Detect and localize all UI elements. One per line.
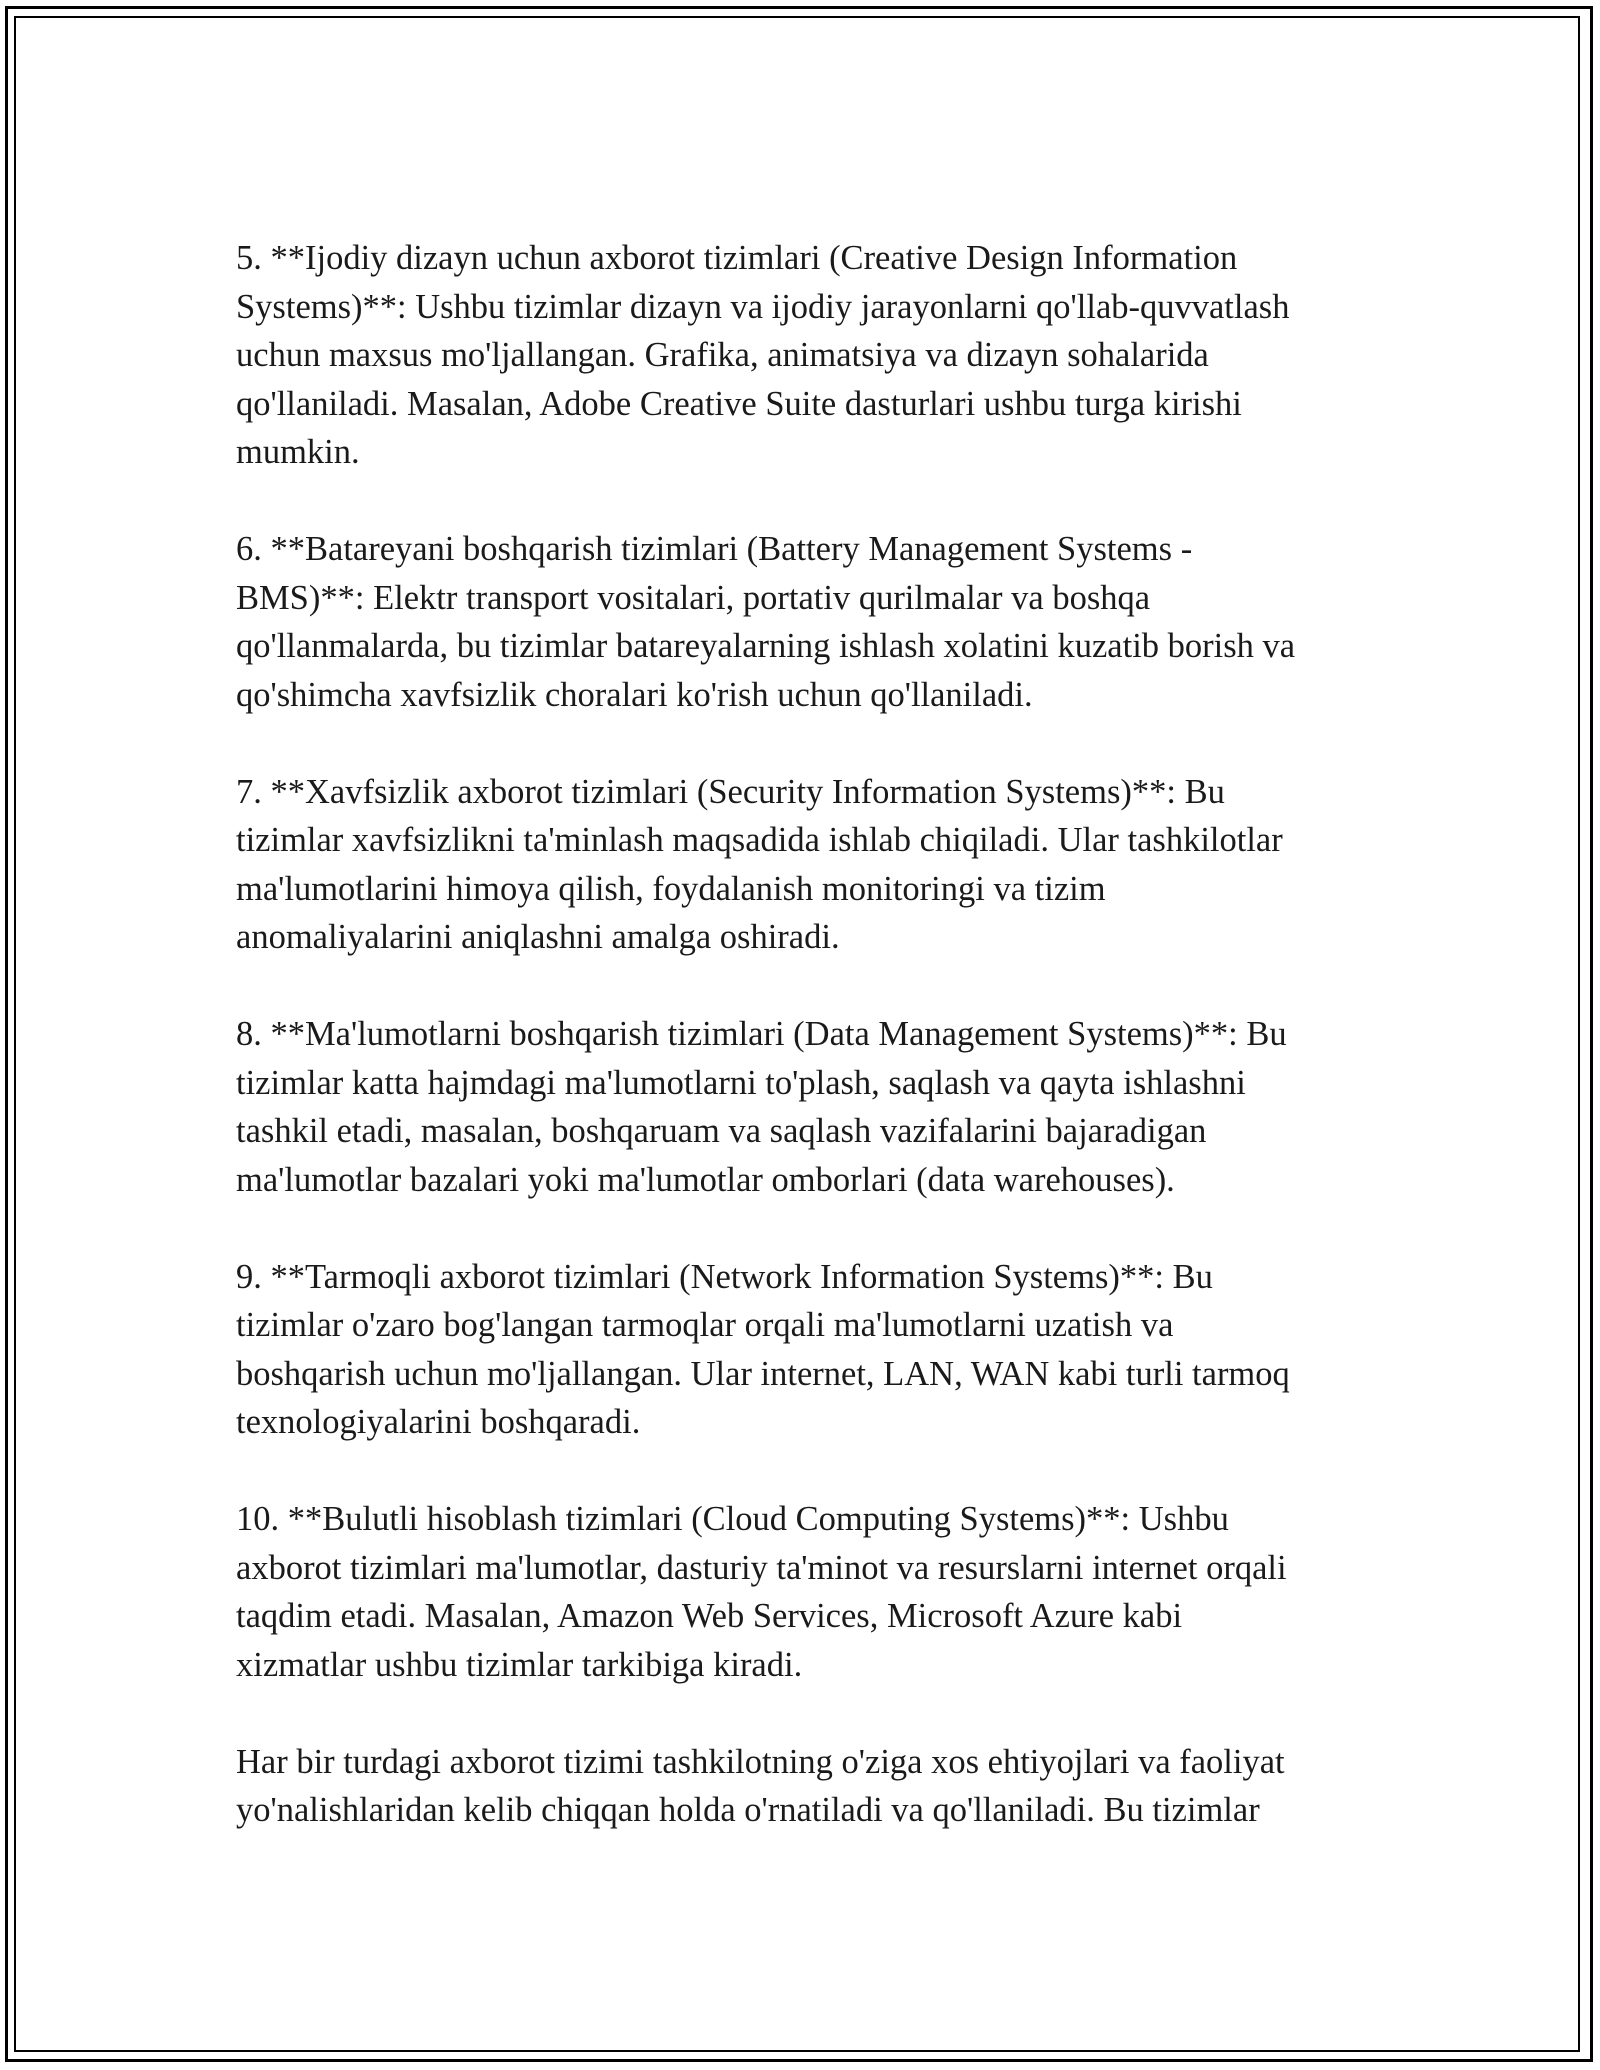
text-line: qo'llaniladi. Masalan, Adobe Creative Suite dasturlari ushbu turga kirishi bbox=[236, 384, 1242, 423]
text-line: tashkil etadi, masalan, boshqaruam va saqlash vazifalarini bajaradigan bbox=[236, 1112, 1207, 1150]
paragraph-item-9 bbox=[236, 1253, 1396, 1447]
text-line: 7. **Xavfsizlik axborot tizimlari (Security Information Systems)**: Bu bbox=[236, 772, 1225, 811]
text-line: boshqarish uchun mo'ljallangan. Ular internet, LAN, WAN kabi turli tarmoq bbox=[236, 1354, 1290, 1393]
text-line: qo'shimcha xavfsizlik choralari ko'rish uchun qo'llaniladi. bbox=[236, 675, 1033, 714]
document-body bbox=[236, 234, 1396, 1883]
text-line: 9. **Tarmoqli axborot tizimlari (Network Information Systems)**: Bu bbox=[236, 1257, 1213, 1296]
text-line: 5. **Ijodiy dizayn uchun axborot tizimlari (Creative Design Information bbox=[236, 239, 1238, 277]
text-line: Systems)**: Ushbu tizimlar dizayn va ijodiy jarayonlarni qo'llab-quvvatlash bbox=[236, 287, 1290, 326]
text-line: tizimlar o'zaro bog'langan tarmoqlar orqali ma'lumotlarni uzatish va bbox=[236, 1306, 1174, 1344]
text-line: anomaliyalarini aniqlashni amalga oshiradi. bbox=[236, 918, 840, 956]
paragraph-item-8 bbox=[236, 1010, 1396, 1204]
paragraph-item-6 bbox=[236, 525, 1396, 719]
text-line: ma'lumotlar bazalari yoki ma'lumotlar omborlari (data warehouses). bbox=[236, 1160, 1175, 1199]
text-line: tizimlar xavfsizlikni ta'minlash maqsadida ishlab chiqiladi. Ular tashkilotlar bbox=[236, 821, 1283, 859]
text-line: xizmatlar ushbu tizimlar tarkibiga kiradi. bbox=[236, 1645, 803, 1684]
text-line: 6. **Batareyani boshqarish tizimlari (Battery Management Systems - bbox=[236, 530, 1193, 568]
text-line: tizimlar katta hajmdagi ma'lumotlarni to'plash, saqlash va qayta ishlashni bbox=[236, 1063, 1246, 1102]
text-line: yo'nalishlaridan kelib chiqqan holda o'rnatiladi va qo'llaniladi. Bu tizimlar bbox=[236, 1791, 1260, 1829]
text-line: ma'lumotlarini himoya qilish, foydalanish monitoringi va tizim bbox=[236, 869, 1106, 908]
text-line: Har bir turdagi axborot tizimi tashkilotning o'ziga xos ehtiyojlari va faoliyat bbox=[236, 1742, 1285, 1781]
text-line: BMS)**: Elektr transport vositalari, portativ qurilmalar va boshqa bbox=[236, 578, 1151, 617]
text-line: taqdim etadi. Masalan, Amazon Web Services, Microsoft Azure kabi bbox=[236, 1597, 1183, 1635]
text-line: 8. **Ma'lumotlarni boshqarish tizimlari (Data Management Systems)**: Bu bbox=[236, 1015, 1287, 1053]
text-line: axborot tizimlari ma'lumotlar, dasturiy ta'minot va resurslarni internet orqali bbox=[236, 1548, 1287, 1587]
paragraph-conclusion bbox=[236, 1738, 1396, 1835]
text-line: qo'llanmalarda, bu tizimlar batareyalarning ishlash xolatini kuzatib borish va bbox=[236, 627, 1296, 665]
text-line: uchun maxsus mo'ljallangan. Grafika, animatsiya va dizayn sohalarida bbox=[236, 336, 1209, 374]
paragraph-item-5 bbox=[236, 234, 1396, 477]
paragraph-item-10 bbox=[236, 1495, 1396, 1689]
text-line: mumkin. bbox=[236, 433, 360, 471]
paragraph-item-7 bbox=[236, 768, 1396, 962]
text-line: texnologiyalarini boshqaradi. bbox=[236, 1403, 641, 1441]
text-line: 10. **Bulutli hisoblash tizimlari (Cloud Computing Systems)**: Ushbu bbox=[236, 1500, 1229, 1538]
